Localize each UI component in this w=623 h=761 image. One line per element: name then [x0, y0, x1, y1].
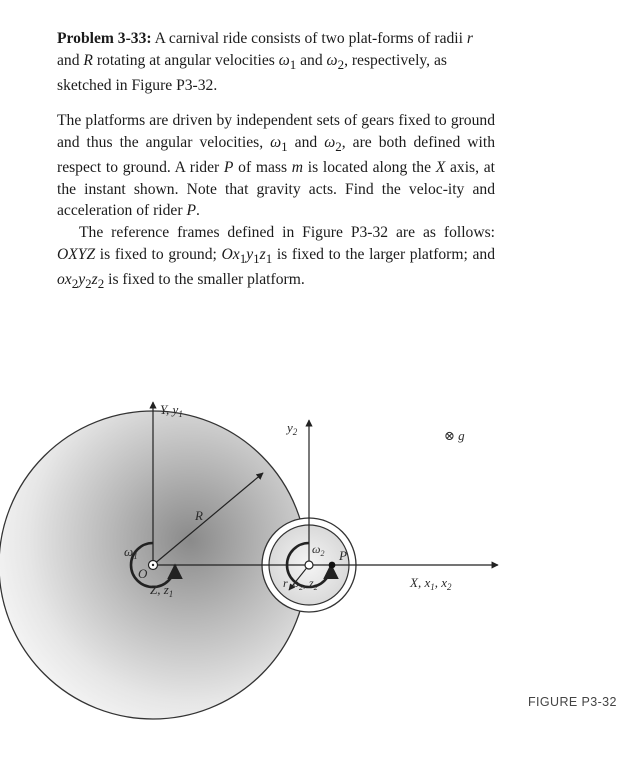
small-origin-label: $o_2$, $z_2$ — [293, 576, 318, 592]
point-p-label: P — [339, 548, 347, 563]
x-axis-label: X, $x_1$, $x_2$ — [410, 575, 452, 592]
problem-statement — [57, 28, 495, 97]
problem-intro: Problem 3-33: A carnival ride consists of two plat-forms of radii r and R rotating at angular velocities $\omega_1$ and $\omega_2$, respectively, as sketched in Figure P3-32. — [57, 30, 473, 95]
small-origin-marker — [305, 561, 313, 569]
small-radius-label: r — [283, 576, 288, 590]
figure-caption: FIGURE P3-32 — [528, 695, 617, 709]
problem-description — [57, 110, 495, 295]
gravity-label: ⊗ g — [444, 428, 465, 443]
z-axis-label: Z, $z_1$ — [150, 582, 174, 599]
y2-axis-label: $y_2$ — [287, 420, 298, 437]
description-paragraph-1: The platforms are driven by independent sets of gears fixed to ground and thus the angular velocities, $\omega_1$ and $\omega_2$, are both defined with respect to ground. A rider P of mass m is located along the X axis, at the instant shown. Note that gravity acts. Find the veloc-ity and acceleration of rider P. — [57, 112, 496, 220]
omega2-label: $\omega_2$ — [312, 542, 325, 558]
big-radius-label: R — [195, 508, 203, 523]
rider-p-dot — [329, 562, 336, 569]
origin-label: O — [138, 566, 148, 581]
omega1-label: $\omega_1$ — [124, 544, 138, 561]
y-axis-label: Y, $y_1$ — [160, 402, 183, 419]
description-paragraph-2: The reference frames defined in Figure P3-32 are as follows: OXYZ is fixed to ground; $Ox_1y_1z_1$ is fixed to the larger platform; and $ox_2y_2z_2$ is fixed to the smaller platform. — [57, 224, 496, 292]
problem-label: Problem 3-33: — [57, 30, 152, 47]
